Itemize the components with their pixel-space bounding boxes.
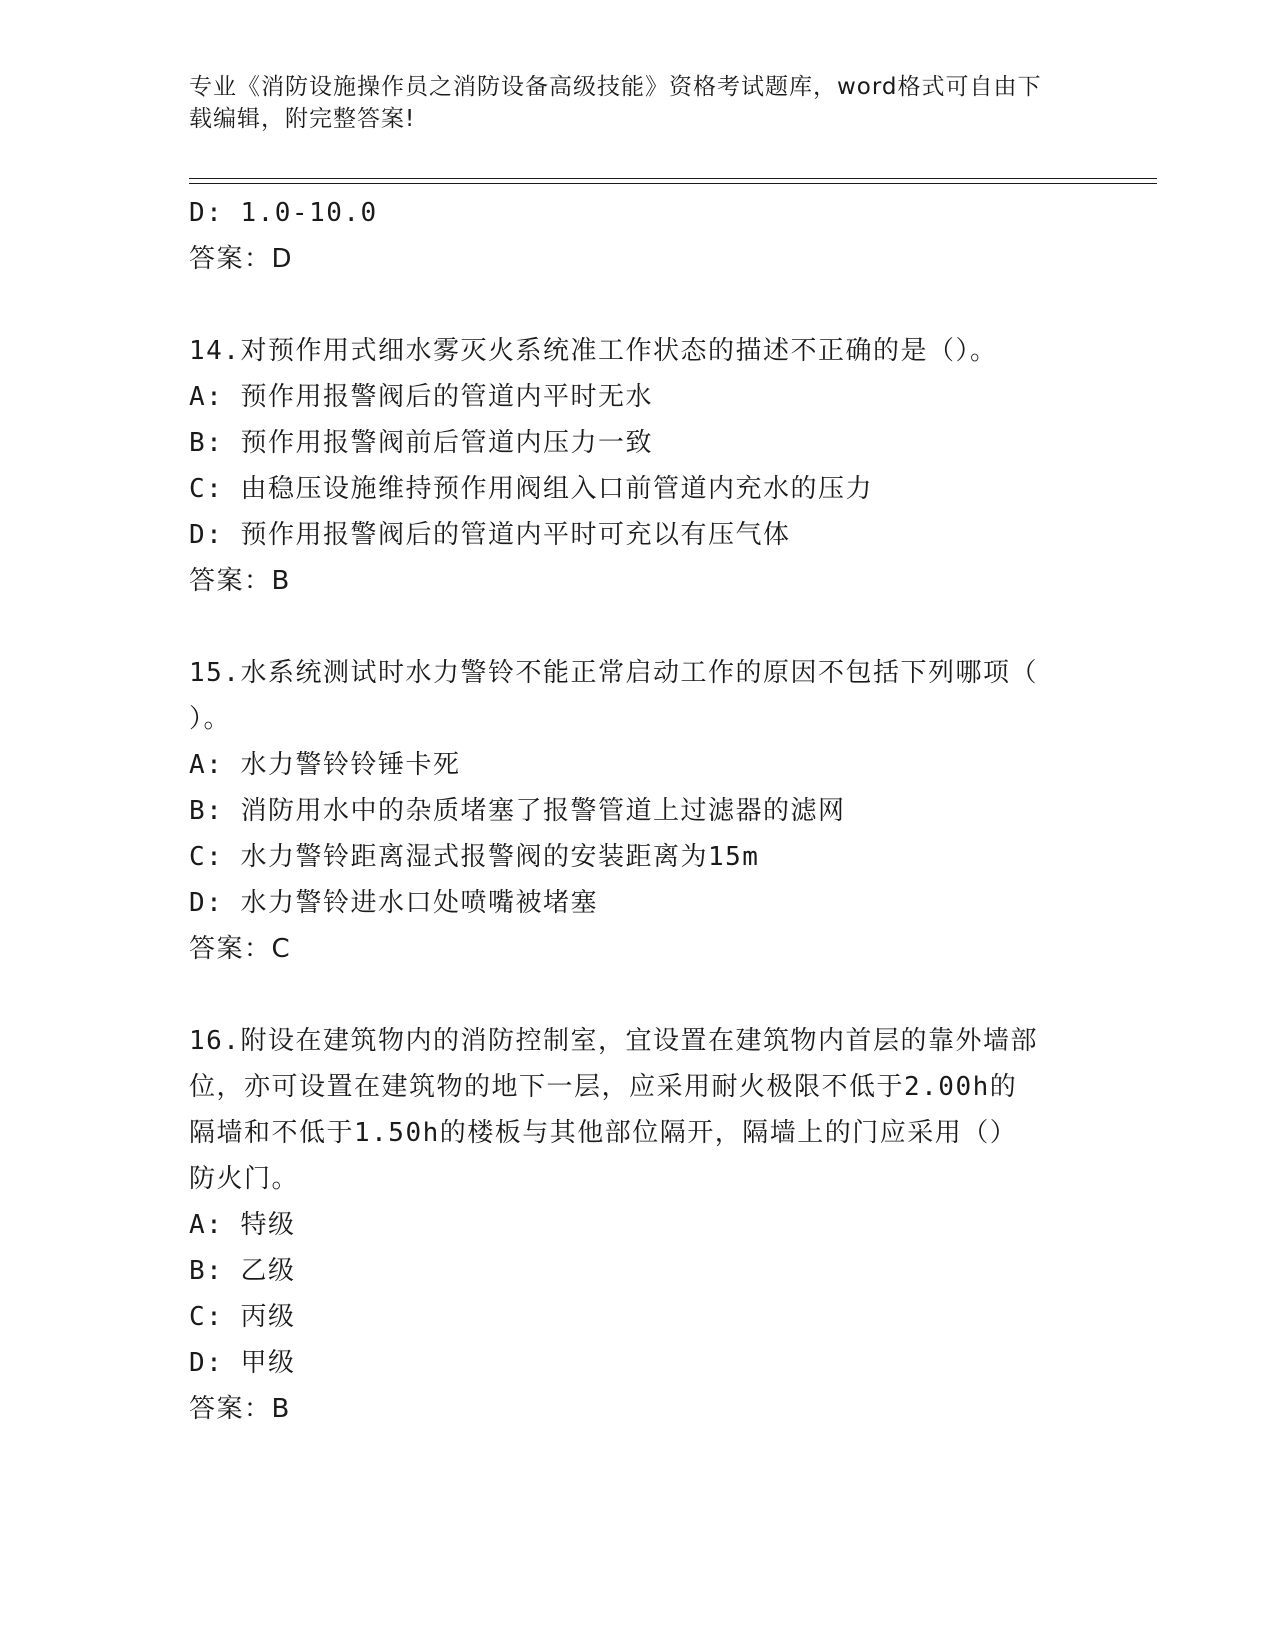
header-divider-top <box>189 178 1157 179</box>
question-stem: 14.对预作用式细水雾灭火系统准工作状态的描述不正确的是（）。 <box>189 336 998 366</box>
question-stem-continued: 防火门。 <box>189 1164 300 1194</box>
document-header <box>189 71 1089 135</box>
question-stem-continued: 隔墙和不低于1.50h的楼板与其他部位隔开，隔墙上的门应采用（） <box>189 1118 1018 1148</box>
question-16 <box>189 1018 1089 1432</box>
header-line-1: 专业《消防设施操作员之消防设备高级技能》资格考试题库，word格式可自由下 <box>189 74 1042 100</box>
option-c: C: 丙级 <box>189 1302 296 1332</box>
option-d: D: 1.0-10.0 <box>189 198 378 228</box>
previous-question-tail <box>189 190 1089 282</box>
question-stem-continued: ）。 <box>189 704 232 734</box>
spacer <box>189 282 1089 328</box>
option-b: B: 消防用水中的杂质堵塞了报警管道上过滤器的滤网 <box>189 796 846 826</box>
answer-line: 答案：D <box>189 244 294 274</box>
question-stem: 16.附设在建筑物内的消防控制室，宜设置在建筑物内首层的靠外墙部 <box>189 1026 1038 1056</box>
header-divider-bottom <box>189 183 1157 184</box>
question-15 <box>189 650 1089 972</box>
spacer <box>189 972 1089 1018</box>
answer-line: 答案：C <box>189 934 292 964</box>
option-d: D: 水力警铃进水口处喷嘴被堵塞 <box>189 888 598 918</box>
option-a: A: 特级 <box>189 1210 296 1240</box>
option-b: B: 预作用报警阀前后管道内压力一致 <box>189 428 653 458</box>
question-list <box>189 190 1089 1432</box>
question-stem: 15.水系统测试时水力警铃不能正常启动工作的原因不包括下列哪项（ <box>189 658 1038 688</box>
option-d: D: 预作用报警阀后的管道内平时可充以有压气体 <box>189 520 791 550</box>
spacer <box>189 604 1089 650</box>
answer-line: 答案：B <box>189 1394 291 1424</box>
answer-line: 答案：B <box>189 566 291 596</box>
option-c: C: 由稳压设施维持预作用阀组入口前管道内充水的压力 <box>189 474 873 504</box>
option-a: A: 水力警铃铃锤卡死 <box>189 750 461 780</box>
option-d: D: 甲级 <box>189 1348 296 1378</box>
option-a: A: 预作用报警阀后的管道内平时无水 <box>189 382 653 412</box>
option-b: B: 乙级 <box>189 1256 296 1286</box>
header-line-2: 载编辑，附完整答案! <box>189 106 416 132</box>
question-stem-continued: 位，亦可设置在建筑物的地下一层，应采用耐火极限不低于2.00h的 <box>189 1072 1018 1102</box>
option-c: C: 水力警铃距离湿式报警阀的安装距离为15m <box>189 842 760 872</box>
question-14 <box>189 328 1089 604</box>
